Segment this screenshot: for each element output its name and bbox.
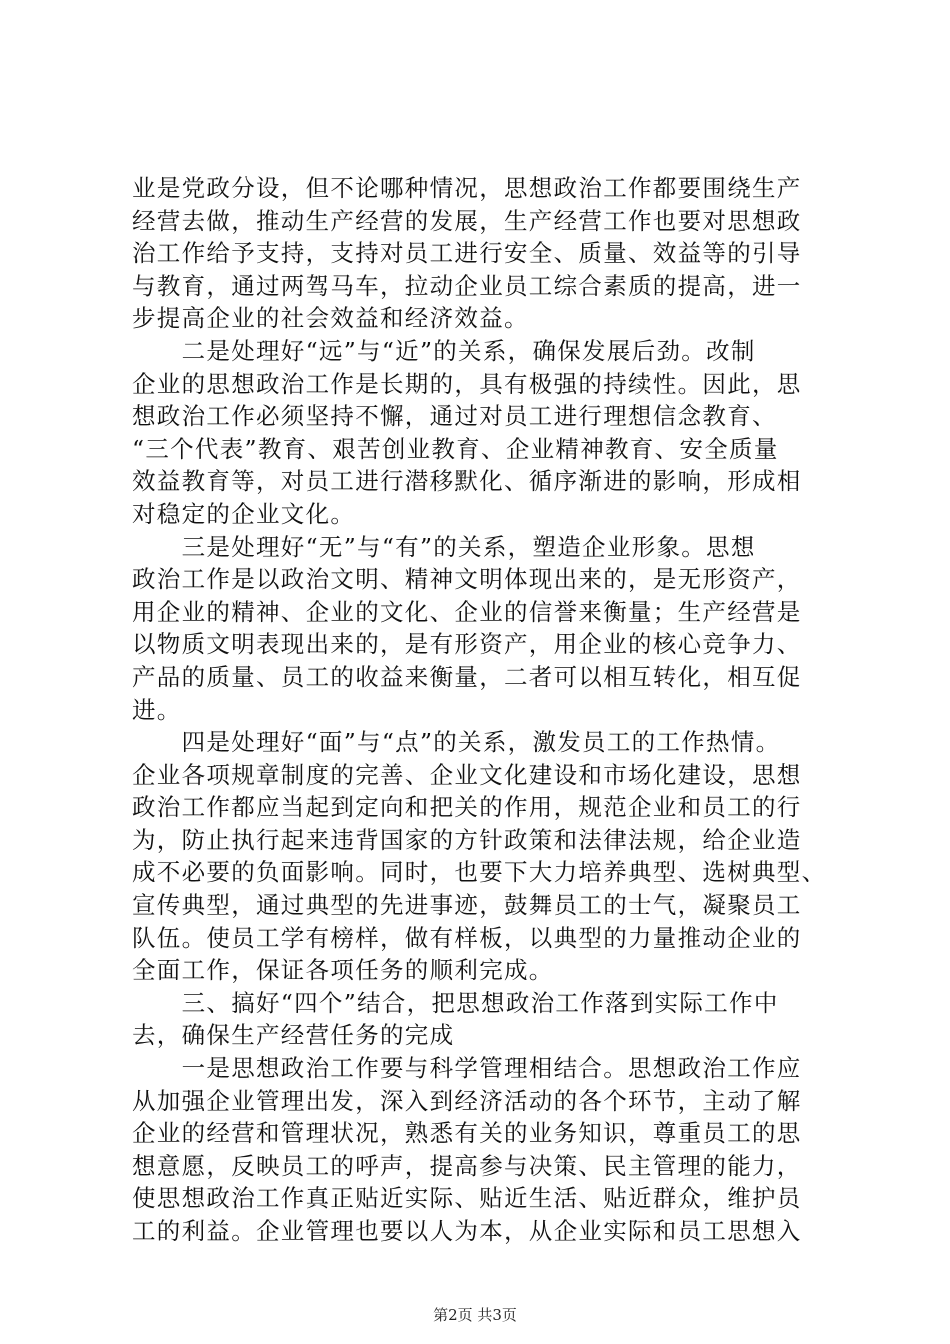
text-line: 使思想政治工作真正贴近实际、贴近生活、贴近群众，维护员 [132, 1184, 802, 1213]
text-line: 成不必要的负面影响。同时，也要下大力培养典型、选树典型、 [132, 858, 827, 887]
text-line: “三个代表”教育、艰苦创业教育、企业精神教育、安全质量 [132, 434, 779, 463]
text-line: 以物质文明表现出来的，是有形资产，用企业的核心竞争力、 [132, 630, 802, 659]
section-heading-line: 三、搞好“四个”结合，把思想政治工作落到实际工作中 [132, 988, 779, 1017]
text-line: 二是处理好“远”与“近”的关系，确保发展后劲。改制 [132, 336, 756, 365]
text-line: 宣传典型，通过典型的先进事迹，鼓舞员工的士气，凝聚员工 [132, 891, 802, 920]
text-line: 企业的经营和管理状况，熟悉有关的业务知识，尊重员工的思 [132, 1119, 802, 1148]
text-line: 用企业的精神、企业的文化、企业的信誉来衡量；生产经营是 [132, 597, 802, 626]
text-line: 从加强企业管理出发，深入到经济活动的各个环节，主动了解 [132, 1086, 802, 1115]
text-line: 企业的思想政治工作是长期的，具有极强的持续性。因此，思 [132, 369, 802, 398]
text-line: 效益教育等，对员工进行潜移默化、循序渐进的影响，形成相 [132, 467, 802, 496]
text-line: 为，防止执行起来违背国家的方针政策和法律法规，给企业造 [132, 825, 802, 854]
text-line: 三是处理好“无”与“有”的关系，塑造企业形象。思想 [132, 532, 756, 561]
text-line: 产品的质量、员工的收益来衡量，二者可以相互转化，相互促 [132, 662, 802, 691]
text-line: 政治工作都应当起到定向和把关的作用，规范企业和员工的行 [132, 793, 802, 822]
text-line: 想意愿，反映员工的呼声，提高参与决策、民主管理的能力， [132, 1151, 802, 1180]
document-body [132, 172, 832, 1248]
text-line: 经营去做，推动生产经营的发展，生产经营工作也要对思想政 [132, 206, 802, 235]
text-line: 全面工作，保证各项任务的顺利完成。 [132, 956, 554, 985]
text-line: 治工作给予支持，支持对员工进行安全、质量、效益等的引导 [132, 239, 802, 268]
text-line: 想政治工作必须坚持不懈，通过对员工进行理想信念教育、 [132, 402, 777, 431]
page-number-footer: 第2页 共3页 [433, 1306, 517, 1324]
text-line: 工的利益。企业管理也要以人为本，从企业实际和员工思想入 [132, 1217, 802, 1245]
text-line: 对稳定的企业文化。 [132, 499, 356, 528]
text-line: 政治工作是以政治文明、精神文明体现出来的，是无形资产， [132, 565, 802, 594]
text-line: 进。 [132, 695, 182, 724]
text-line: 业是党政分设，但不论哪种情况，思想政治工作都要围绕生产 [132, 174, 802, 202]
text-line: 与教育，通过两驾马车，拉动企业员工综合素质的提高，进一 [132, 271, 802, 300]
text-line: 企业各项规章制度的完善、企业文化建设和市场化建设，思想 [132, 760, 802, 789]
text-line: 四是处理好“面”与“点”的关系，激发员工的工作热情。 [132, 728, 781, 757]
text-line: 队伍。使员工学有榜样，做有样板，以典型的力量推动企业的 [132, 923, 802, 952]
text-line: 步提高企业的社会效益和经济效益。 [132, 304, 529, 333]
text-line: 一是思想政治工作要与科学管理相结合。思想政治工作应 [132, 1054, 802, 1083]
section-heading-line: 去，确保生产经营任务的完成 [132, 1021, 455, 1050]
